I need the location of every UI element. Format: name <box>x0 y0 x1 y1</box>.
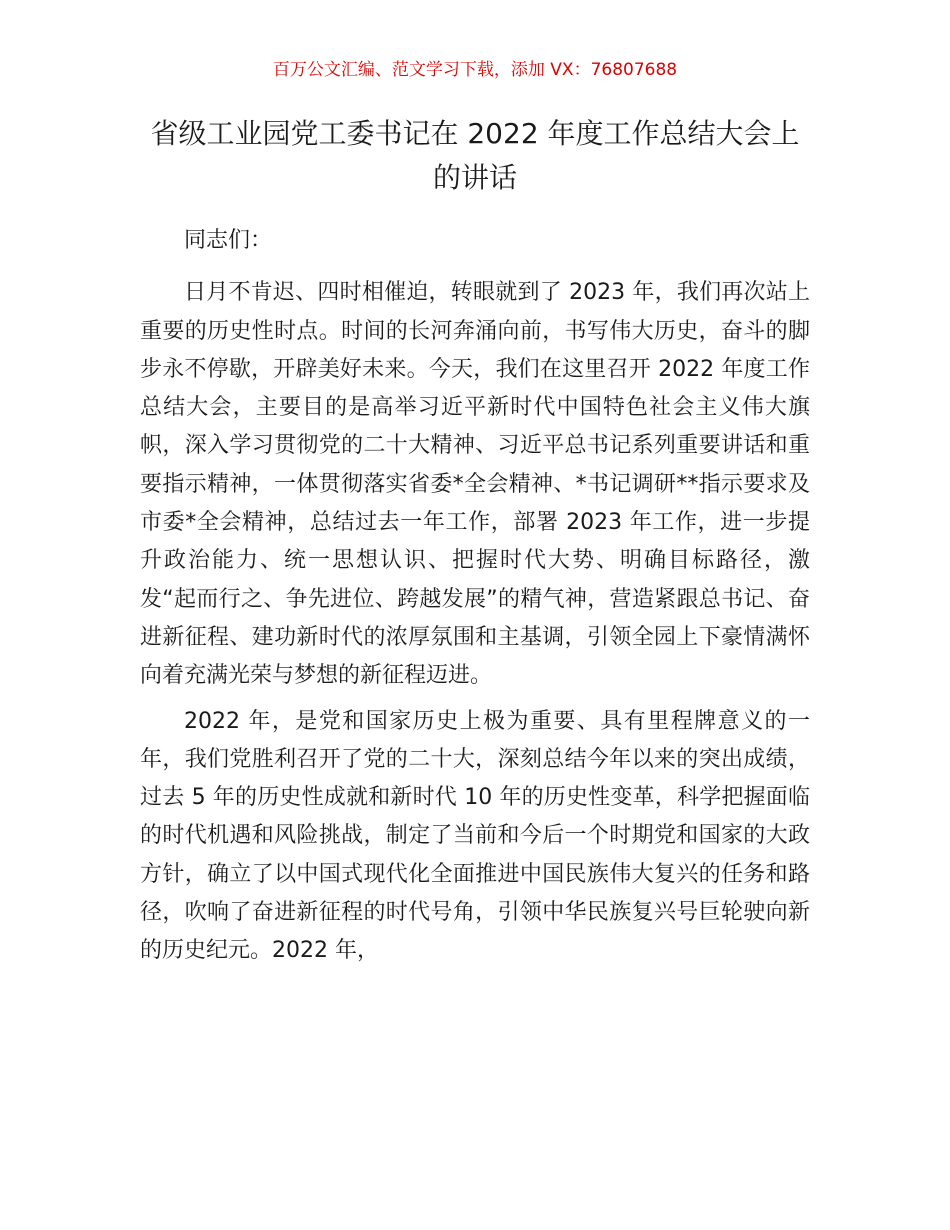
paragraph: 2022 年，是党和国家历史上极为重要、具有里程牌意义的一年，我们党胜利召开了党的二十大，深刻总结今年以来的突出成绩，过去 5 年的历史性成就和新时代 10 年的历史性变革，科学把握面临的时代机遇和风险挑战，制定了当前和今后一个时期党和国家的大政方针，确立了以中国式现代化全面推进中国民族伟大复兴的任务和路径，吹响了奋进新征程的时代号角，引领中华民族复兴号巨轮驶向新的历史纪元。2022 年， <box>140 708 810 964</box>
document-body <box>140 222 810 978</box>
document-title: 省级工业园党工委书记在 2022 年度工作总结大会上的讲话 <box>150 117 800 194</box>
paragraph: 日月不肯迟、四时相催迫，转眼就到了 2023 年，我们再次站上重要的历史性时点。时间的长河奔涌向前，书写伟大历史，奋斗的脚步永不停歇，开辟美好未来。今天，我们在这里召开 2022 年度工作总结大会，主要目的是高举习近平新时代中国特色社会主义伟大旗帜，深入学习贯彻党的二十大精神、习近平总书记系列重要讲话和重要指示精神，一体贯彻落实省委*全会精神、*书记调研**指示要求及市委*全会精神，总结过去一年工作，部署 2023 年工作，进一步提升政治能力、统一思想认识、把握时代大势、明确目标路径，激发“起而行之、争先进位、跨越发展”的精气神，营造紧跟总书记、奋进新征程、建功新时代的浓厚氛围和主基调，引领全园上下豪情满怀向着充满光荣与梦想的新征程迈进。 <box>140 280 810 689</box>
salutation: 同志们： <box>184 228 273 253</box>
header-note: 百万公文汇编、范文学习下载，添加 VX：76807688 <box>272 60 678 80</box>
